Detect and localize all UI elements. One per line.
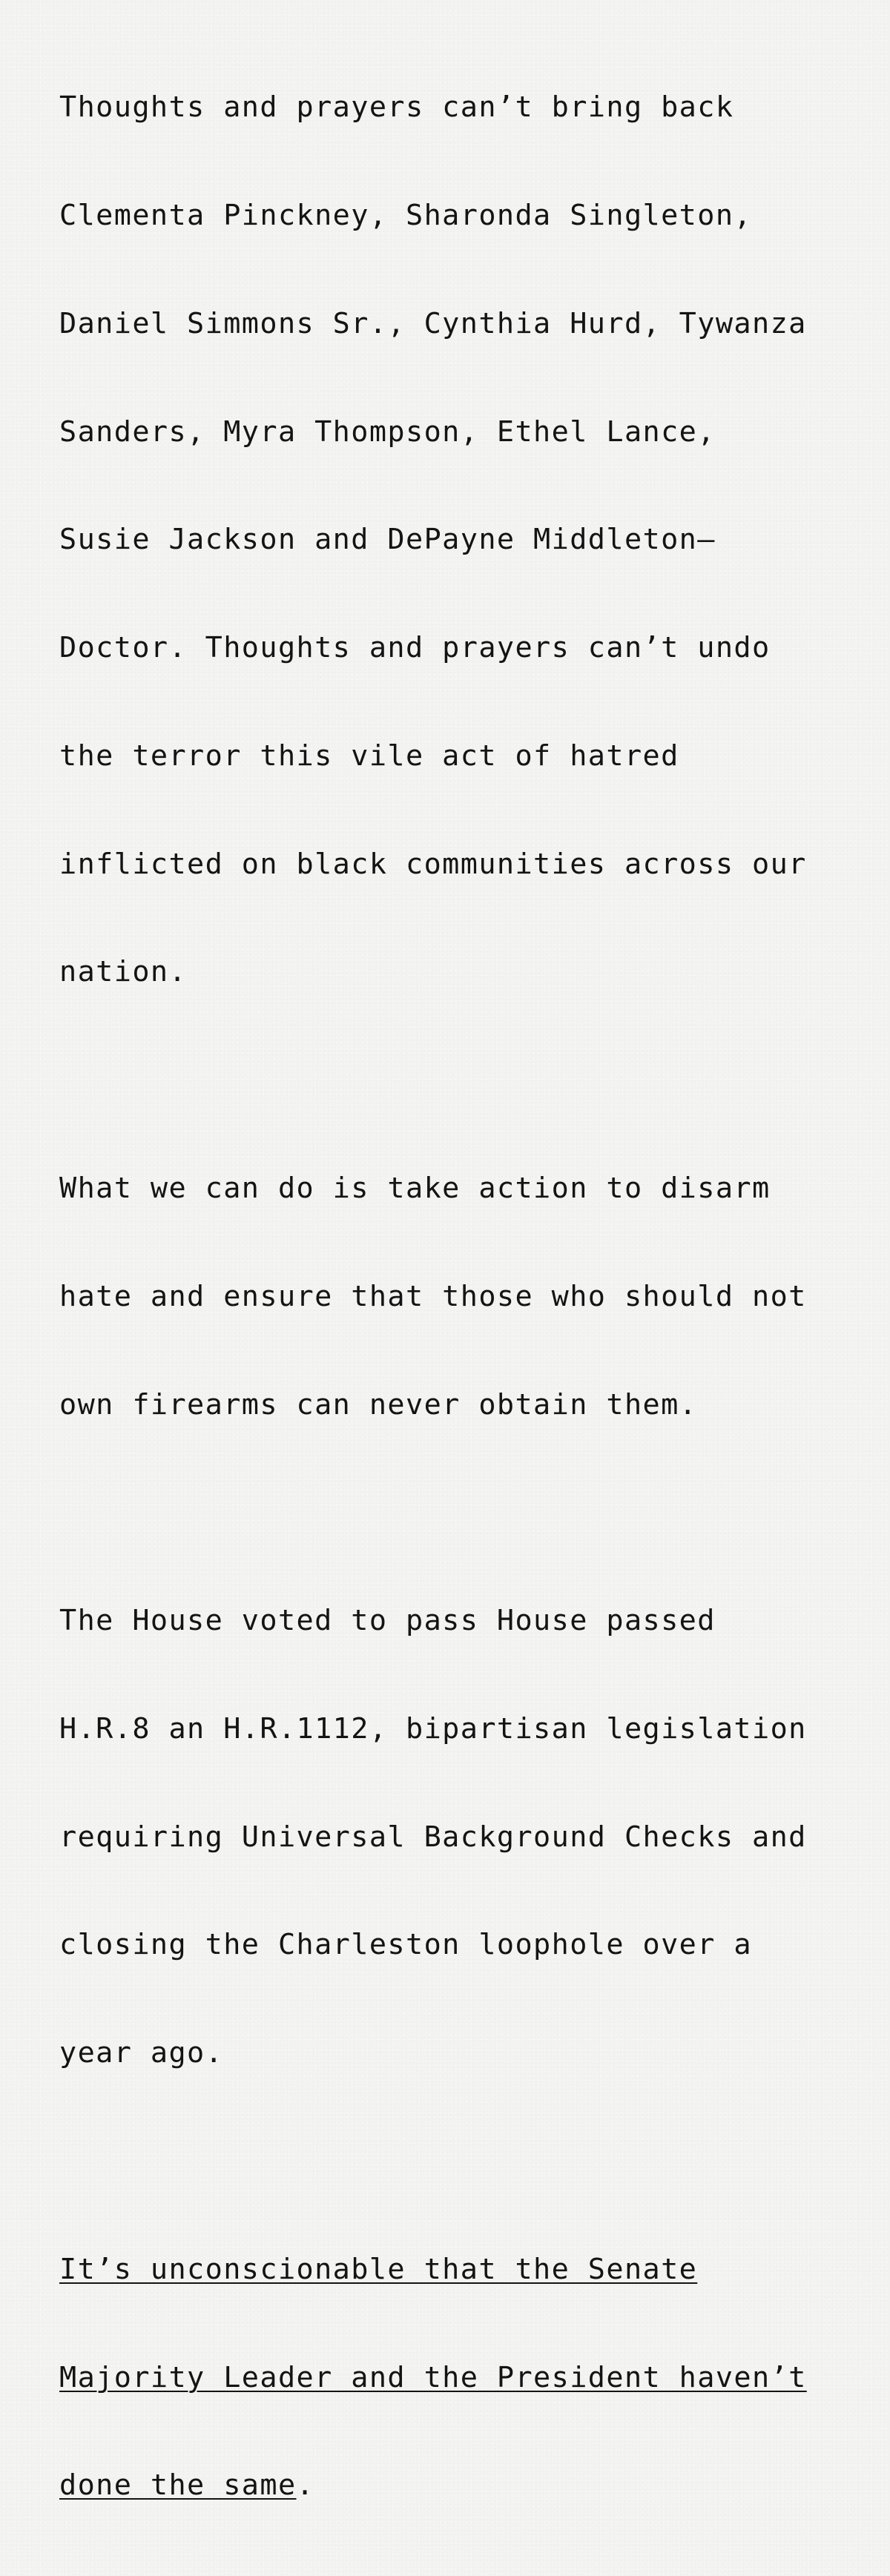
text-line: own firearms can never obtain them. bbox=[59, 1387, 698, 1421]
paragraph-house-vote bbox=[59, 1531, 846, 2144]
text-line: Thoughts and prayers can’t bring back bbox=[59, 90, 734, 125]
paragraph-spacer bbox=[59, 1495, 846, 1531]
text-line: closing the Charleston loophole over a bbox=[59, 1928, 753, 1962]
text-line: Clementa Pinckney, Sharonda Singleton, bbox=[59, 198, 753, 232]
text-line: What we can do is take action to disarm bbox=[59, 1172, 771, 1205]
underlined-link-text[interactable]: It’s unconscionable that the Senate bbox=[59, 2252, 698, 2286]
paragraph-take-action bbox=[59, 1099, 846, 1496]
text-line: hate and ensure that those who should not bbox=[59, 1279, 807, 1313]
paragraph-spacer bbox=[59, 2144, 846, 2180]
text-line: the terror this vile act of hatred bbox=[59, 739, 679, 773]
text-line: inflicted on black communities across our bbox=[59, 847, 807, 881]
paragraph-thoughts-and-prayers bbox=[59, 18, 846, 1063]
text-line: Sanders, Myra Thompson, Ethel Lance, bbox=[59, 415, 716, 449]
text-line: Susie Jackson and DePayne Middleton– bbox=[59, 523, 716, 557]
text-line: year ago. bbox=[59, 2036, 224, 2070]
text-line: Doctor. Thoughts and prayers can’t undo bbox=[59, 631, 771, 665]
text-line: The House voted to pass House passed bbox=[59, 1604, 716, 1638]
text-line bbox=[59, 2360, 846, 2397]
trailing-period: . bbox=[296, 2468, 315, 2503]
underlined-link-text[interactable]: done the same bbox=[59, 2468, 297, 2503]
text-line: H.R.8 an H.R.1112, bipartisan legislation bbox=[59, 1711, 807, 1746]
text-line: nation. bbox=[59, 955, 188, 989]
text-line: Daniel Simmons Sr., Cynthia Hurd, Tywanza bbox=[59, 306, 807, 340]
paragraph-senate-link bbox=[59, 2180, 846, 2576]
underlined-link-text[interactable]: Majority Leader and the President haven’t bbox=[59, 2360, 807, 2394]
text-line bbox=[59, 2252, 846, 2288]
text-line: requiring Universal Background Checks and bbox=[59, 1820, 807, 1854]
paragraph-spacer bbox=[59, 1063, 846, 1099]
text-line bbox=[59, 2468, 846, 2504]
